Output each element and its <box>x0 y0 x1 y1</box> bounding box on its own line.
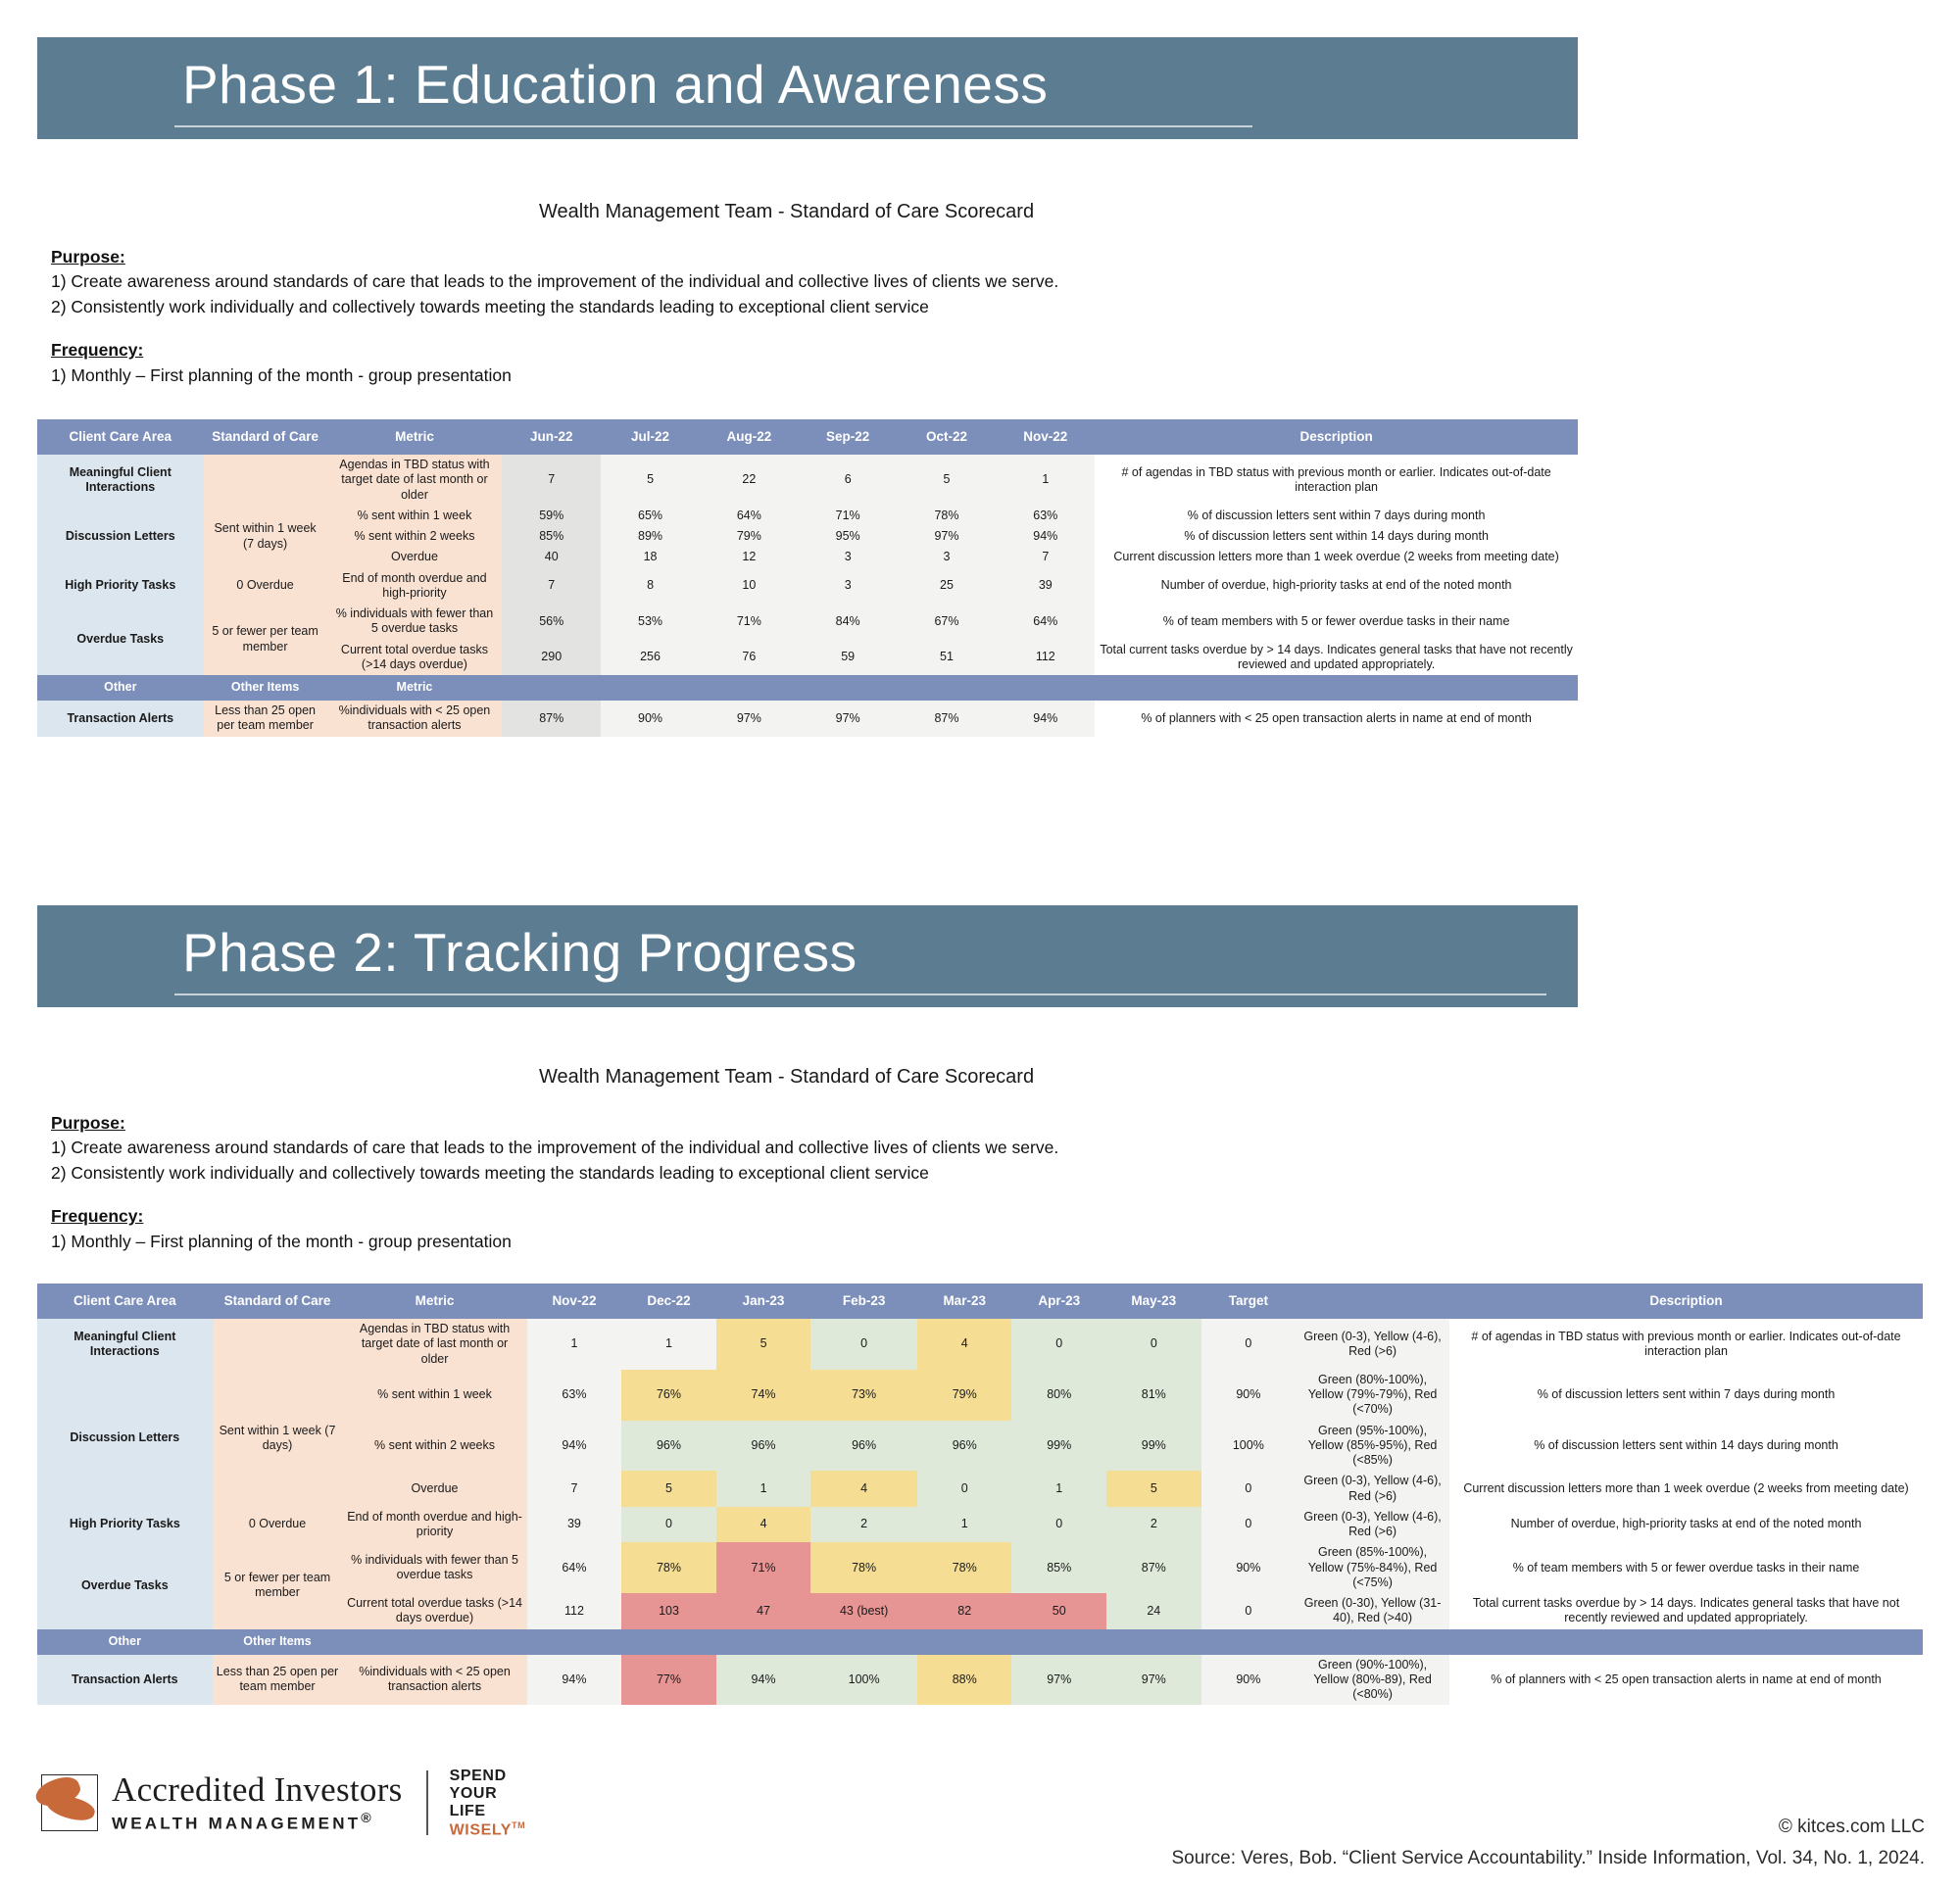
cell-value: 94% <box>716 1655 811 1706</box>
cell-value: 0 <box>621 1507 716 1543</box>
cell-value: 78% <box>810 1542 917 1593</box>
cell-value: 78% <box>917 1542 1012 1593</box>
band-label-1: Other Items <box>213 1629 343 1655</box>
cell-value: 97% <box>700 701 799 737</box>
cell-value: 1 <box>716 1471 811 1507</box>
col-aug-22: Aug-22 <box>700 419 799 455</box>
cell-value: 24 <box>1106 1593 1201 1629</box>
cell-value: 1 <box>621 1319 716 1370</box>
cell-value: 85% <box>502 526 601 547</box>
cell-target: 0 <box>1201 1507 1297 1543</box>
cell-value: 12 <box>700 547 799 567</box>
cell-value: 63% <box>996 506 1095 526</box>
phase2-purpose-line2: 2) Consistently work individually and collectively towards meeting the standards leading to exceptional client service <box>51 1163 929 1183</box>
cell-client-care-area: Overdue Tasks <box>37 604 204 675</box>
phase2-table-body <box>37 1319 1923 1705</box>
other-band-row <box>37 1629 1923 1655</box>
cell-value: 5 <box>621 1471 716 1507</box>
table-row <box>37 604 1578 640</box>
cell-client-care-area: Transaction Alerts <box>37 701 204 737</box>
cell-value: 90% <box>601 701 700 737</box>
phase1-subtitle: Wealth Management Team - Standard of Care Scorecard <box>539 201 1035 222</box>
cell-value: 0 <box>917 1471 1012 1507</box>
cell-description: Number of overdue, high-priority tasks at end of the noted month <box>1449 1507 1923 1543</box>
cell-value: 53% <box>601 604 700 640</box>
cell-target: 0 <box>1201 1319 1297 1370</box>
col-jun-22: Jun-22 <box>502 419 601 455</box>
cell-value: 7 <box>502 568 601 605</box>
table-row <box>37 1542 1923 1593</box>
phase1-purpose-line1: 1) Create awareness around standards of care that leads to the improvement of the individual and collective lives of clients we serve. <box>51 271 1059 291</box>
table-row <box>37 506 1578 526</box>
cell-value: 39 <box>996 568 1095 605</box>
cell-value: 4 <box>917 1319 1012 1370</box>
cell-value: 74% <box>716 1370 811 1421</box>
company-logo <box>41 1768 525 1839</box>
cell-standard-of-care: Less than 25 open per team member <box>204 701 327 737</box>
cell-value: 96% <box>621 1421 716 1472</box>
cell-criteria: Green (80%-100%), Yellow (79%-79%), Red (<70%) <box>1296 1370 1449 1421</box>
phase1-frequency-line1: 1) Monthly – First planning of the month - group presentation <box>51 365 512 385</box>
cell-value: 47 <box>716 1593 811 1629</box>
cell-metric: Agendas in TBD status with target date of last month or older <box>342 1319 526 1370</box>
cell-value: 0 <box>810 1319 917 1370</box>
phase2-subtitle: Wealth Management Team - Standard of Care Scorecard <box>539 1066 1035 1088</box>
cell-standard-of-care <box>213 1319 343 1370</box>
cell-value: 4 <box>810 1471 917 1507</box>
copyright-text: © kitces.com LLC <box>1778 1817 1925 1837</box>
cell-client-care-area: Meaningful Client Interactions <box>37 1319 213 1370</box>
cell-value: 96% <box>917 1421 1012 1472</box>
cell-value: 1 <box>996 455 1095 506</box>
col-client-care-area: Client Care Area <box>37 1284 213 1319</box>
band-label-1: Other Items <box>204 675 327 701</box>
cell-value: 87% <box>1106 1542 1201 1593</box>
cell-criteria: Green (90%-100%), Yellow (80%-89), Red (<80%) <box>1296 1655 1449 1706</box>
cell-criteria: Green (0-3), Yellow (4-6), Red (>6) <box>1296 1319 1449 1370</box>
cell-description: # of agendas in TBD status with previous month or earlier. Indicates out-of-date interaction plan <box>1095 455 1578 506</box>
cell-value: 7 <box>502 455 601 506</box>
cell-value: 3 <box>799 547 898 567</box>
cell-value: 6 <box>799 455 898 506</box>
cell-value: 2 <box>810 1507 917 1543</box>
phase2-banner <box>37 905 1578 1007</box>
cell-value: 81% <box>1106 1370 1201 1421</box>
phase1-frequency-label: Frequency: <box>51 340 144 360</box>
cell-value: 79% <box>700 526 799 547</box>
cell-value: 78% <box>898 506 997 526</box>
cell-description: % of team members with 5 or fewer overdue tasks in their name <box>1095 604 1578 640</box>
cell-value: 78% <box>621 1542 716 1593</box>
cell-target: 100% <box>1201 1421 1297 1472</box>
tagline-line3: LIFE <box>449 1802 486 1819</box>
cell-target: 0 <box>1201 1593 1297 1629</box>
cell-value: 97% <box>1106 1655 1201 1706</box>
cell-client-care-area: Discussion Letters <box>37 506 204 568</box>
table-row <box>37 568 1578 605</box>
cell-value: 3 <box>799 568 898 605</box>
cell-client-care-area: Transaction Alerts <box>37 1655 213 1706</box>
cell-metric: %individuals with < 25 open transaction alerts <box>342 1655 526 1706</box>
cell-metric: % sent within 2 weeks <box>327 526 503 547</box>
cell-description: Total current tasks overdue by > 14 days. Indicates general tasks that have not recently reviewed and updated appropriately. <box>1095 640 1578 676</box>
logo-wordmark <box>112 1772 403 1833</box>
phase1-banner <box>37 37 1578 139</box>
col-metric: Metric <box>342 1284 526 1319</box>
col-metric: Metric <box>327 419 503 455</box>
cell-value: 88% <box>917 1655 1012 1706</box>
cell-value: 0 <box>1011 1319 1106 1370</box>
cell-value: 43 (best) <box>810 1593 917 1629</box>
cell-criteria: Green (0-3), Yellow (4-6), Red (>6) <box>1296 1471 1449 1507</box>
band-filler <box>502 675 1578 701</box>
cell-value: 103 <box>621 1593 716 1629</box>
cell-value: 5 <box>1106 1471 1201 1507</box>
cell-value: 79% <box>917 1370 1012 1421</box>
col-sep-22: Sep-22 <box>799 419 898 455</box>
cell-value: 64% <box>996 604 1095 640</box>
cell-client-care-area: Meaningful Client Interactions <box>37 455 204 506</box>
cell-description: % of discussion letters sent within 14 days during month <box>1449 1421 1923 1472</box>
cell-value: 67% <box>898 604 997 640</box>
cell-value: 112 <box>527 1593 622 1629</box>
cell-value: 3 <box>898 547 997 567</box>
cell-value: 95% <box>799 526 898 547</box>
cell-value: 77% <box>621 1655 716 1706</box>
cell-value: 5 <box>898 455 997 506</box>
cell-value: 1 <box>917 1507 1012 1543</box>
band-label-0: Other <box>37 675 204 701</box>
cell-value: 63% <box>527 1370 622 1421</box>
cell-standard-of-care: 0 Overdue <box>213 1507 343 1543</box>
cell-value: 2 <box>1106 1507 1201 1543</box>
col-standard-of-care: Standard of Care <box>204 419 327 455</box>
phase2-scorecard-table <box>37 1284 1923 1705</box>
logo-company-sub: WEALTH MANAGEMENT® <box>112 1810 374 1833</box>
cell-description: % of team members with 5 or fewer overdue tasks in their name <box>1449 1542 1923 1593</box>
cell-client-care-area: High Priority Tasks <box>37 1507 213 1543</box>
cell-value: 80% <box>1011 1370 1106 1421</box>
cell-value: 112 <box>996 640 1095 676</box>
cell-standard-of-care: Less than 25 open per team member <box>213 1655 343 1706</box>
phase2-frequency-label: Frequency: <box>51 1206 144 1226</box>
cell-value: 59 <box>799 640 898 676</box>
cell-value: 99% <box>1106 1421 1201 1472</box>
cell-value: 7 <box>996 547 1095 567</box>
cell-target: 0 <box>1201 1471 1297 1507</box>
cell-target: 90% <box>1201 1370 1297 1421</box>
cell-metric: % individuals with fewer than 5 overdue tasks <box>327 604 503 640</box>
cell-value: 94% <box>527 1421 622 1472</box>
table-row <box>37 1319 1923 1370</box>
cell-value: 97% <box>898 526 997 547</box>
phase1-banner-rule <box>174 125 1252 127</box>
cell-metric: Agendas in TBD status with target date of last month or older <box>327 455 503 506</box>
phase2-purpose-line1: 1) Create awareness around standards of care that leads to the improvement of the individual and collective lives of clients we serve. <box>51 1138 1059 1157</box>
cell-value: 65% <box>601 506 700 526</box>
phase1-scorecard-table <box>37 419 1578 737</box>
col-jul-22: Jul-22 <box>601 419 700 455</box>
phase2-frequency-line1: 1) Monthly – First planning of the month - group presentation <box>51 1232 512 1251</box>
col-client-care-area: Client Care Area <box>37 419 204 455</box>
phase2-purpose-label: Purpose: <box>51 1113 125 1133</box>
cell-standard-of-care: 5 or fewer per team member <box>213 1542 343 1628</box>
cell-value: 99% <box>1011 1421 1106 1472</box>
cell-value: 87% <box>502 701 601 737</box>
logo-tagline <box>450 1768 526 1839</box>
table-row <box>37 1370 1923 1421</box>
cell-value: 39 <box>527 1507 622 1543</box>
table-header-row <box>37 1284 1923 1319</box>
cell-value: 59% <box>502 506 601 526</box>
col-target: Target <box>1201 1284 1297 1319</box>
cell-value: 87% <box>898 701 997 737</box>
cell-target: 90% <box>1201 1655 1297 1706</box>
band-filler <box>342 1629 1923 1655</box>
tagline-line1: SPEND <box>449 1768 507 1784</box>
phase2-banner-title: Phase 2: Tracking Progress <box>182 922 858 983</box>
col-standard-of-care: Standard of Care <box>213 1284 343 1319</box>
logo-divider <box>426 1770 428 1835</box>
cell-value: 1 <box>1011 1471 1106 1507</box>
cell-target: 90% <box>1201 1542 1297 1593</box>
cell-value: 290 <box>502 640 601 676</box>
cell-value: 85% <box>1011 1542 1106 1593</box>
cell-value: 94% <box>996 526 1095 547</box>
cell-description: % of planners with < 25 open transaction alerts in name at end of month <box>1095 701 1578 737</box>
cell-description: Number of overdue, high-priority tasks at end of the noted month <box>1095 568 1578 605</box>
cell-value: 22 <box>700 455 799 506</box>
cell-value: 0 <box>1106 1319 1201 1370</box>
cell-metric: % sent within 2 weeks <box>342 1421 526 1472</box>
cell-value: 0 <box>1011 1507 1106 1543</box>
col-mar-23: Mar-23 <box>917 1284 1012 1319</box>
source-citation: Source: Veres, Bob. “Client Service Accountability.” Inside Information, Vol. 34, No. 1, 2024. <box>1171 1848 1925 1868</box>
band-label-0: Other <box>37 1629 213 1655</box>
cell-value: 89% <box>601 526 700 547</box>
cell-value: 64% <box>527 1542 622 1593</box>
tagline-line2: YOUR <box>449 1784 498 1802</box>
phase1-purpose-label: Purpose: <box>51 247 125 267</box>
cell-value: 5 <box>601 455 700 506</box>
cell-value: 64% <box>700 506 799 526</box>
cell-metric: Overdue <box>342 1471 526 1507</box>
cell-value: 73% <box>810 1370 917 1421</box>
cell-metric: Current total overdue tasks (>14 days overdue) <box>342 1593 526 1629</box>
cell-standard-of-care: 0 Overdue <box>204 568 327 605</box>
cell-description: # of agendas in TBD status with previous month or earlier. Indicates out-of-date interaction plan <box>1449 1319 1923 1370</box>
cell-value: 256 <box>601 640 700 676</box>
cell-description: % of planners with < 25 open transaction alerts in name at end of month <box>1449 1655 1923 1706</box>
phase1-banner-title: Phase 1: Education and Awareness <box>182 54 1049 115</box>
cell-criteria: Green (95%-100%), Yellow (85%-95%), Red (<85%) <box>1296 1421 1449 1472</box>
cell-value: 76% <box>621 1370 716 1421</box>
cell-value: 97% <box>799 701 898 737</box>
cell-metric: % sent within 1 week <box>342 1370 526 1421</box>
cell-standard-of-care: 5 or fewer per team member <box>204 604 327 675</box>
cell-value: 82 <box>917 1593 1012 1629</box>
cell-description: % of discussion letters sent within 7 days during month <box>1095 506 1578 526</box>
cell-value: 96% <box>716 1421 811 1472</box>
table-row <box>37 1655 1923 1706</box>
cell-metric: Current total overdue tasks (>14 days overdue) <box>327 640 503 676</box>
cell-standard-of-care: Sent within 1 week (7 days) <box>213 1370 343 1507</box>
cell-metric: % sent within 1 week <box>327 506 503 526</box>
cell-metric: End of month overdue and high-priority <box>342 1507 526 1543</box>
cell-metric: End of month overdue and high-priority <box>327 568 503 605</box>
col-criteria <box>1296 1284 1449 1319</box>
band-label-2: Metric <box>327 675 503 701</box>
cell-standard-of-care: Sent within 1 week (7 days) <box>204 506 327 568</box>
other-band-row <box>37 675 1578 701</box>
cell-client-care-area: High Priority Tasks <box>37 568 204 605</box>
col-nov-22: Nov-22 <box>527 1284 622 1319</box>
phase1-table-body <box>37 455 1578 737</box>
col-apr-23: Apr-23 <box>1011 1284 1106 1319</box>
col-jan-23: Jan-23 <box>716 1284 811 1319</box>
cell-metric: Overdue <box>327 547 503 567</box>
cell-value: 1 <box>527 1319 622 1370</box>
col-dec-22: Dec-22 <box>621 1284 716 1319</box>
cell-value: 8 <box>601 568 700 605</box>
cell-standard-of-care <box>204 455 327 506</box>
cell-value: 18 <box>601 547 700 567</box>
cell-value: 5 <box>716 1319 811 1370</box>
cell-description: % of discussion letters sent within 7 days during month <box>1449 1370 1923 1421</box>
col-may-23: May-23 <box>1106 1284 1201 1319</box>
table-row <box>37 455 1578 506</box>
table-row <box>37 1507 1923 1543</box>
cell-description: Current discussion letters more than 1 week overdue (2 weeks from meeting date) <box>1449 1471 1923 1507</box>
cell-value: 40 <box>502 547 601 567</box>
col-feb-23: Feb-23 <box>810 1284 917 1319</box>
cell-criteria: Green (0-3), Yellow (4-6), Red (>6) <box>1296 1507 1449 1543</box>
logo-company-name: Accredited Investors <box>112 1770 403 1810</box>
table-row <box>37 701 1578 737</box>
cell-value: 56% <box>502 604 601 640</box>
cell-value: 94% <box>527 1655 622 1706</box>
phase2-banner-rule <box>174 993 1546 995</box>
col-nov-22: Nov-22 <box>996 419 1095 455</box>
cell-metric: %individuals with < 25 open transaction alerts <box>327 701 503 737</box>
cell-client-care-area: Overdue Tasks <box>37 1542 213 1628</box>
cell-value: 10 <box>700 568 799 605</box>
phase1-purpose-line2: 2) Consistently work individually and collectively towards meeting the standards leading to exceptional client service <box>51 297 929 316</box>
cell-criteria: Green (0-30), Yellow (31-40), Red (>40) <box>1296 1593 1449 1629</box>
tagline-line4: WISELY™ <box>449 1819 526 1839</box>
cell-description: Total current tasks overdue by > 14 days. Indicates general tasks that have not recently reviewed and updated appropriately. <box>1449 1593 1923 1629</box>
cell-value: 71% <box>799 506 898 526</box>
cell-value: 50 <box>1011 1593 1106 1629</box>
cell-value: 71% <box>716 1542 811 1593</box>
cell-value: 51 <box>898 640 997 676</box>
cell-value: 94% <box>996 701 1095 737</box>
cell-value: 100% <box>810 1655 917 1706</box>
cell-value: 76 <box>700 640 799 676</box>
col-description: Description <box>1449 1284 1923 1319</box>
cell-value: 97% <box>1011 1655 1106 1706</box>
cell-description: Current discussion letters more than 1 week overdue (2 weeks from meeting date) <box>1095 547 1578 567</box>
cell-value: 96% <box>810 1421 917 1472</box>
cell-client-care-area: Discussion Letters <box>37 1370 213 1507</box>
cell-value: 4 <box>716 1507 811 1543</box>
cell-description: % of discussion letters sent within 14 days during month <box>1095 526 1578 547</box>
cell-value: 71% <box>700 604 799 640</box>
cell-criteria: Green (85%-100%), Yellow (75%-84%), Red (<75%) <box>1296 1542 1449 1593</box>
col-oct-22: Oct-22 <box>898 419 997 455</box>
cell-value: 84% <box>799 604 898 640</box>
cell-metric: % individuals with fewer than 5 overdue tasks <box>342 1542 526 1593</box>
cell-value: 7 <box>527 1471 622 1507</box>
col-description: Description <box>1095 419 1578 455</box>
table-header-row <box>37 419 1578 455</box>
cell-value: 25 <box>898 568 997 605</box>
accredited-investors-mark-icon <box>41 1774 98 1831</box>
